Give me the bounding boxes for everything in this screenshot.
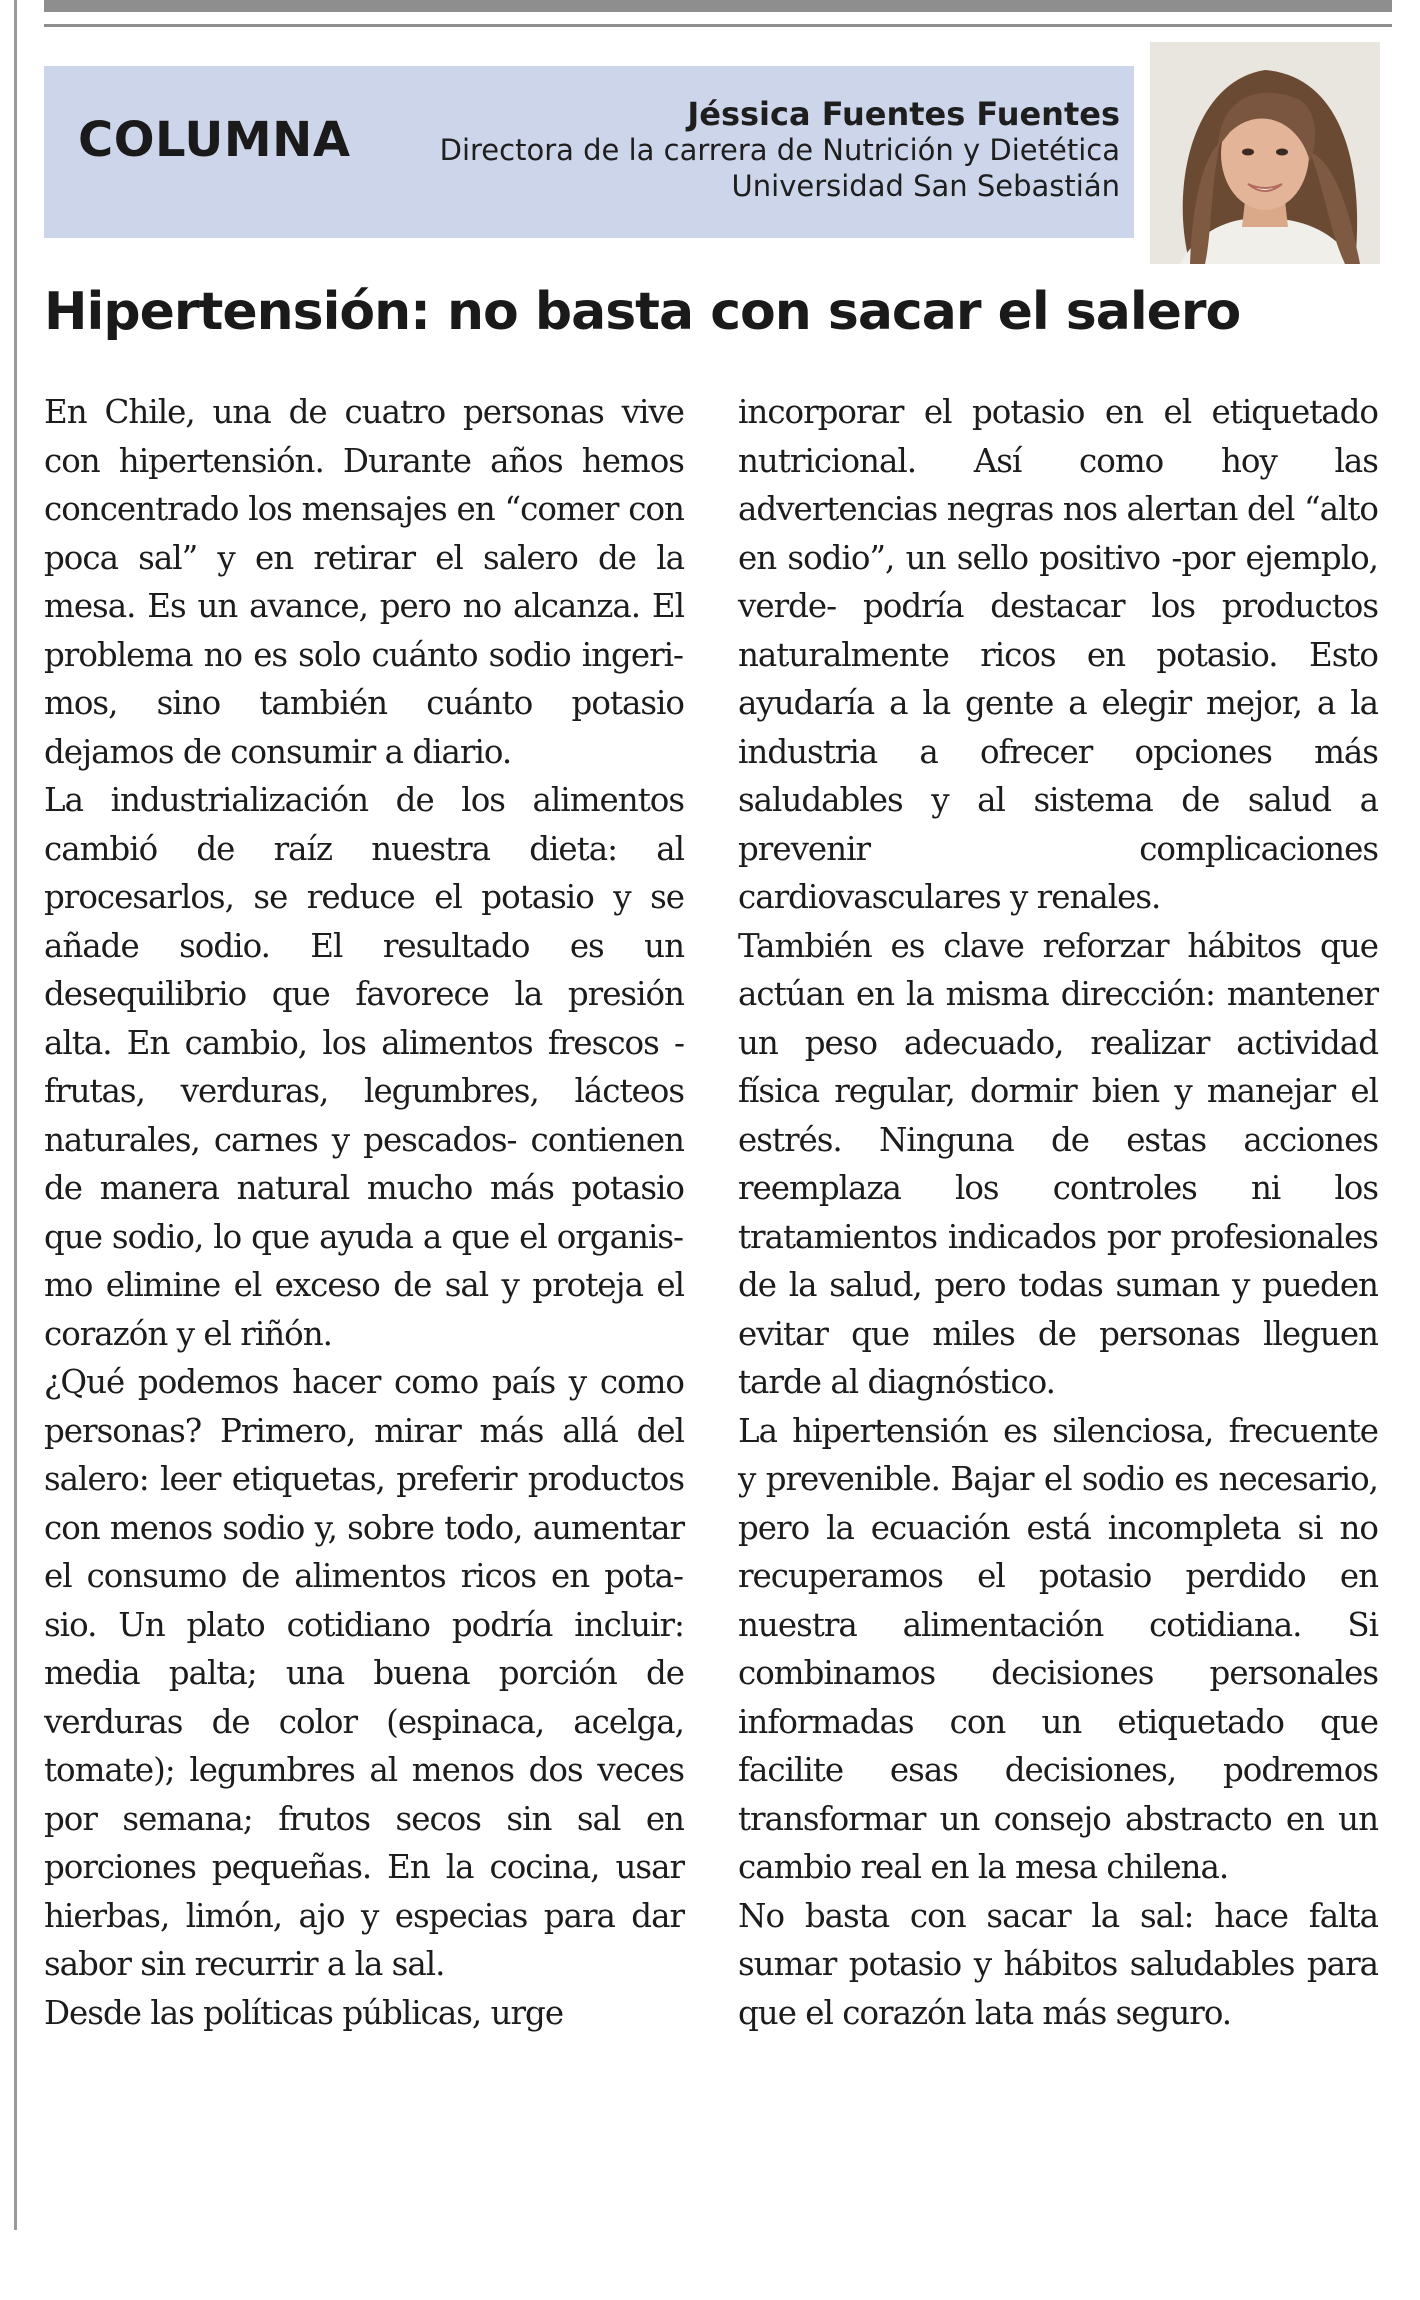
paragraph: incorporar el potasio en el etiquetado nutricional. Así como hoy las advertencias negras nos alertan del “alto en sodio”, un sello positivo -por ejemplo, verde- podría destacar los productos naturalmente ricos en potasio. Esto ayudaría a la gente a elegir mejor, a la industria a ofrecer opciones más saludables y al sistema de salud a prevenir complicaciones cardiovasculares y renales. — [738, 393, 1378, 916]
headline: Hipertensión: no basta con sacar el salero — [44, 282, 1241, 342]
paragraph: La hipertensión es silenciosa, frecuente y prevenible. Bajar el sodio es necesario, pero la ecuación está incompleta si no recuperamos el potasio perdido en nuestra alimentación cotidiana. Si combinamos decisiones personales informadas con un etiquetado que facilite esas decisiones, podremos transformar un consejo abstracto en un cambio real en la mesa chilena. — [738, 1411, 1378, 1886]
paragraph: En Chile, una de cuatro personas vive con hipertensión. Durante años hemos concentrado los mensajes en “comer con poca sal” y en retirar el salero de la mesa. Es un avance, pero no alcanza. El problema no es solo cuánto sodio ingerimos, sino también cuánto potasio dejamos de consumir a diario. — [44, 393, 684, 771]
paragraph: También es clave reforzar hábitos que actúan en la misma dirección: mantener un peso adecuado, realizar actividad física regular, dormir bien y manejar el estrés. Ninguna de estas acciones reemplaza los controles ni los tratamientos indicados por profesionales de la salud, pero todas suman y pueden evitar que miles de personas lleguen tarde al diagnóstico. — [738, 926, 1378, 1401]
author-role: Directora de la carrera de Nutrición y Dietética — [439, 133, 1120, 167]
section-label: COLUMNA — [78, 112, 351, 168]
article-column-right — [738, 388, 1378, 2037]
column-left-rule — [14, 0, 17, 2230]
top-rule-thin — [44, 24, 1392, 27]
author-institution: Universidad San Sebastián — [731, 169, 1120, 203]
author-portrait-icon — [1150, 42, 1380, 264]
byline — [360, 96, 1120, 204]
paragraph: No basta con sacar la sal: hace falta sumar potasio y hábitos saludables para que el corazón lata más seguro. — [738, 1896, 1378, 2032]
paragraph: Desde las políticas públicas, urge — [44, 1993, 564, 2032]
paragraph: La industrialización de los alimentos cambió de raíz nuestra dieta: al procesarlos, se reduce el potasio y se añade sodio. El resultado es un desequilibrio que favorece la presión alta. En cambio, los alimentos frescos -frutas, verduras, legumbres, lácteos naturales, carnes y pescados- contienen de manera natural mucho más potasio que sodio, lo que ayuda a que el organismo elimine el exceso de sal y proteja el corazón y el riñón. — [44, 781, 684, 1353]
paragraph: ¿Qué podemos hacer como país y como personas? Primero, mirar más allá del salero: leer etiquetas, preferir productos con menos sodio y, sobre todo, aumentar el consumo de alimentos ricos en potasio. Un plato cotidiano podría incluir: media palta; una buena porción de verduras de color (espinaca, acelga, tomate); legumbres al menos dos veces por semana; frutos secos sin sal en porciones pequeñas. En la cocina, usar hierbas, limón, ajo y especias para dar sabor sin recurrir a la sal. — [44, 1363, 684, 1983]
author-name: Jéssica Fuentes Fuentes — [687, 95, 1120, 133]
article-column-left — [44, 388, 684, 2037]
top-rule-thick — [44, 0, 1392, 12]
